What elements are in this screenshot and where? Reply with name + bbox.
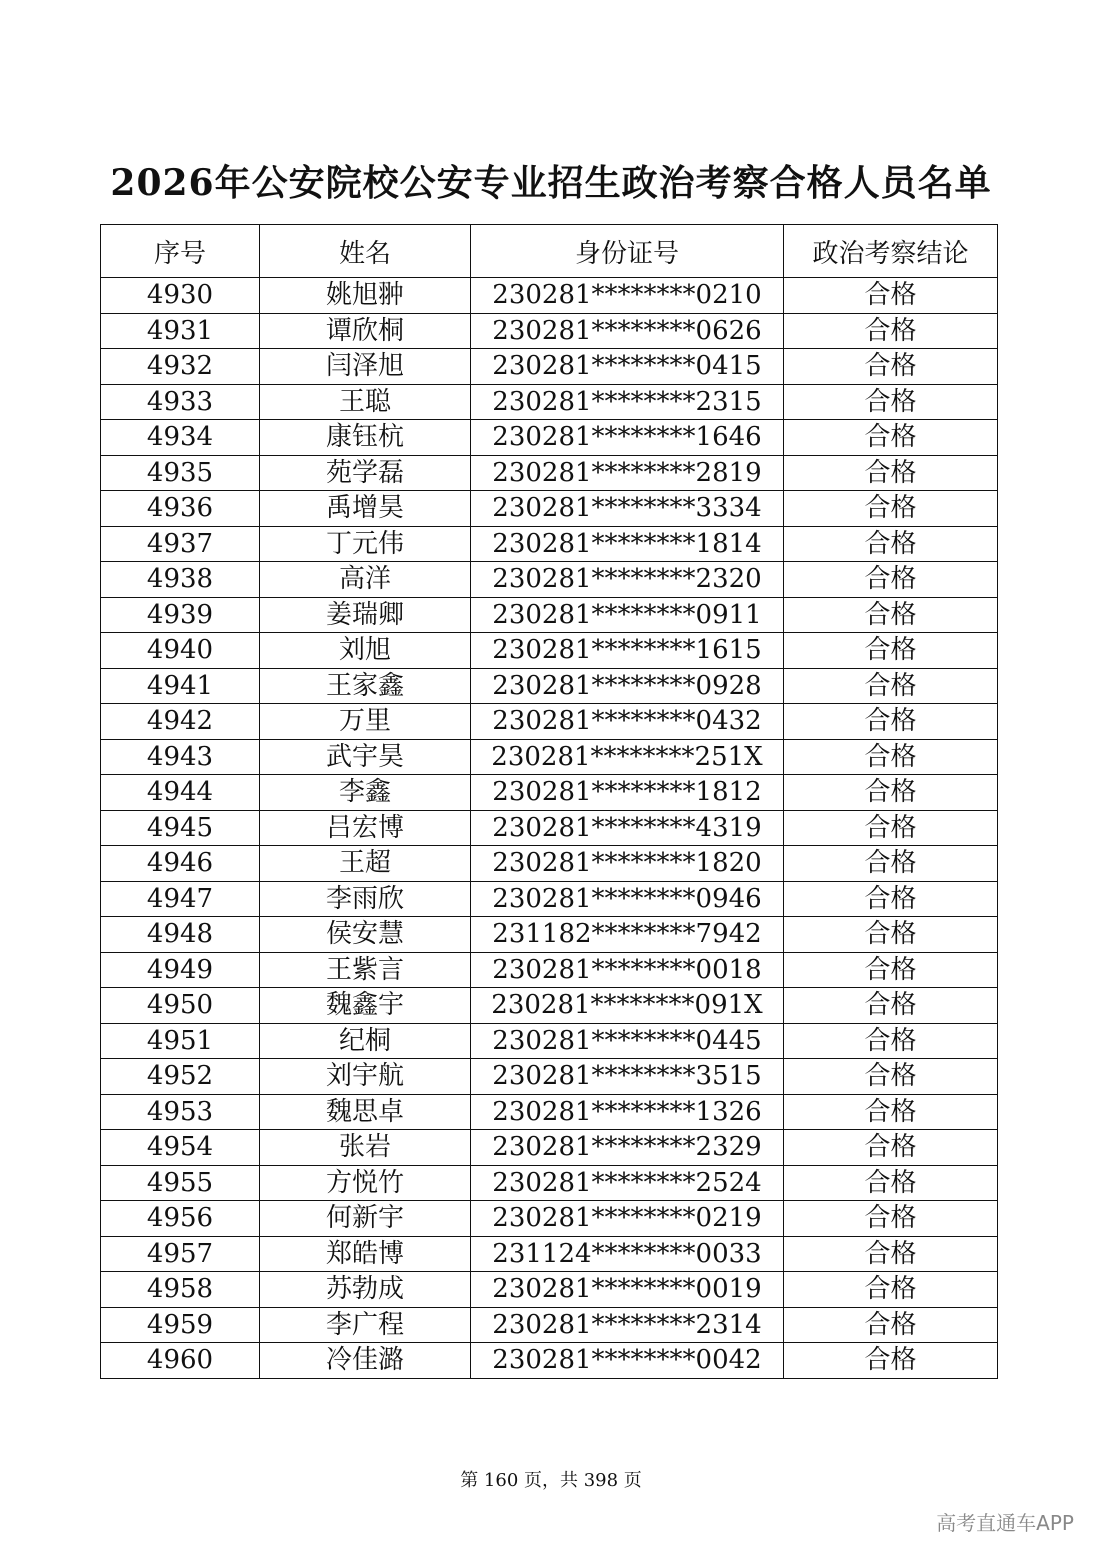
cell-conclusion: 合格 [784, 597, 998, 633]
cell-id-number: 230281********0018 [471, 952, 784, 988]
page-footer: 第 160 页，共 398 页 [460, 1470, 642, 1491]
cell-seq: 4947 [101, 881, 260, 917]
cell-id-number: 230281********091X [471, 988, 784, 1024]
cell-conclusion: 合格 [784, 988, 998, 1024]
cell-name: 苑学磊 [260, 455, 471, 491]
cell-seq: 4960 [101, 1343, 260, 1379]
table-row [101, 739, 998, 775]
cell-conclusion: 合格 [784, 704, 998, 740]
cell-id-number: 230281********2315 [471, 384, 784, 420]
cell-seq: 4933 [101, 384, 260, 420]
cell-seq: 4958 [101, 1272, 260, 1308]
cell-id-number: 230281********0946 [471, 881, 784, 917]
cell-name: 姜瑞卿 [260, 597, 471, 633]
table-row [101, 810, 998, 846]
cell-conclusion: 合格 [784, 349, 998, 385]
cell-seq: 4945 [101, 810, 260, 846]
cell-name: 魏思卓 [260, 1094, 471, 1130]
table-row [101, 1307, 998, 1343]
table-row [101, 313, 998, 349]
table-row [101, 1094, 998, 1130]
table-row [101, 1201, 998, 1237]
cell-seq: 4934 [101, 420, 260, 456]
header-id-number: 身份证号 [471, 225, 784, 278]
cell-seq: 4949 [101, 952, 260, 988]
table-row [101, 633, 998, 669]
table-row [101, 1272, 998, 1308]
header-conclusion: 政治考察结论 [784, 225, 998, 278]
cell-id-number: 230281********0219 [471, 1201, 784, 1237]
table-row [101, 1130, 998, 1166]
cell-name: 魏鑫宇 [260, 988, 471, 1024]
cell-seq: 4946 [101, 846, 260, 882]
cell-id-number: 230281********1326 [471, 1094, 784, 1130]
table-row [101, 597, 998, 633]
table-row [101, 491, 998, 527]
table-row [101, 952, 998, 988]
cell-seq: 4951 [101, 1023, 260, 1059]
table-row [101, 775, 998, 811]
header-name: 姓名 [260, 225, 471, 278]
cell-name: 万里 [260, 704, 471, 740]
cell-name: 高洋 [260, 562, 471, 598]
cell-seq: 4931 [101, 313, 260, 349]
cell-conclusion: 合格 [784, 526, 998, 562]
table-row [101, 917, 998, 953]
cell-id-number: 230281********1812 [471, 775, 784, 811]
table-row [101, 420, 998, 456]
table-row [101, 668, 998, 704]
cell-id-number: 230281********0445 [471, 1023, 784, 1059]
cell-id-number: 230281********0626 [471, 313, 784, 349]
cell-name: 李雨欣 [260, 881, 471, 917]
cell-conclusion: 合格 [784, 1307, 998, 1343]
cell-name: 丁元伟 [260, 526, 471, 562]
cell-name: 刘旭 [260, 633, 471, 669]
table-row [101, 384, 998, 420]
table-row [101, 846, 998, 882]
cell-id-number: 230281********2524 [471, 1165, 784, 1201]
table-row [101, 349, 998, 385]
cell-seq: 4955 [101, 1165, 260, 1201]
cell-seq: 4952 [101, 1059, 260, 1095]
cell-id-number: 230281********4319 [471, 810, 784, 846]
cell-name: 王聪 [260, 384, 471, 420]
cell-seq: 4940 [101, 633, 260, 669]
cell-conclusion: 合格 [784, 881, 998, 917]
cell-id-number: 230281********0928 [471, 668, 784, 704]
cell-name: 何新宇 [260, 1201, 471, 1237]
cell-name: 王家鑫 [260, 668, 471, 704]
cell-name: 武宇昊 [260, 739, 471, 775]
cell-name: 李鑫 [260, 775, 471, 811]
cell-conclusion: 合格 [784, 1272, 998, 1308]
cell-name: 刘宇航 [260, 1059, 471, 1095]
cell-conclusion: 合格 [784, 1343, 998, 1379]
cell-id-number: 231124********0033 [471, 1236, 784, 1272]
cell-conclusion: 合格 [784, 1236, 998, 1272]
table-body [101, 278, 998, 1379]
cell-name: 纪桐 [260, 1023, 471, 1059]
table-row [101, 1059, 998, 1095]
cell-id-number: 231182********7942 [471, 917, 784, 953]
cell-name: 张岩 [260, 1130, 471, 1166]
table-row [101, 704, 998, 740]
cell-id-number: 230281********251X [471, 739, 784, 775]
cell-name: 王紫言 [260, 952, 471, 988]
table-header-row [101, 225, 998, 278]
cell-name: 郑皓博 [260, 1236, 471, 1272]
cell-conclusion: 合格 [784, 1201, 998, 1237]
cell-id-number: 230281********1646 [471, 420, 784, 456]
watermark: 高考直通车APP [936, 1511, 1074, 1535]
table-row [101, 988, 998, 1024]
cell-id-number: 230281********2819 [471, 455, 784, 491]
table-row [101, 1343, 998, 1379]
cell-id-number: 230281********0210 [471, 278, 784, 314]
table-row [101, 455, 998, 491]
cell-seq: 4954 [101, 1130, 260, 1166]
cell-conclusion: 合格 [784, 739, 998, 775]
cell-id-number: 230281********2320 [471, 562, 784, 598]
cell-seq: 4944 [101, 775, 260, 811]
cell-seq: 4957 [101, 1236, 260, 1272]
cell-name: 李广程 [260, 1307, 471, 1343]
cell-seq: 4932 [101, 349, 260, 385]
cell-name: 康钰杭 [260, 420, 471, 456]
cell-id-number: 230281********2314 [471, 1307, 784, 1343]
cell-conclusion: 合格 [784, 455, 998, 491]
cell-id-number: 230281********0432 [471, 704, 784, 740]
cell-seq: 4938 [101, 562, 260, 598]
cell-seq: 4935 [101, 455, 260, 491]
cell-conclusion: 合格 [784, 775, 998, 811]
cell-conclusion: 合格 [784, 1023, 998, 1059]
cell-name: 姚旭翀 [260, 278, 471, 314]
cell-conclusion: 合格 [784, 1059, 998, 1095]
cell-conclusion: 合格 [784, 846, 998, 882]
cell-id-number: 230281********3515 [471, 1059, 784, 1095]
table-row [101, 278, 998, 314]
cell-id-number: 230281********0042 [471, 1343, 784, 1379]
cell-id-number: 230281********0911 [471, 597, 784, 633]
cell-seq: 4936 [101, 491, 260, 527]
cell-seq: 4942 [101, 704, 260, 740]
cell-conclusion: 合格 [784, 278, 998, 314]
cell-id-number: 230281********0415 [471, 349, 784, 385]
cell-name: 谭欣桐 [260, 313, 471, 349]
cell-name: 冷佳潞 [260, 1343, 471, 1379]
cell-conclusion: 合格 [784, 1165, 998, 1201]
roster-table [100, 224, 998, 1379]
table-row [101, 562, 998, 598]
cell-conclusion: 合格 [784, 384, 998, 420]
cell-conclusion: 合格 [784, 633, 998, 669]
cell-seq: 4941 [101, 668, 260, 704]
cell-name: 苏勃成 [260, 1272, 471, 1308]
cell-name: 侯安慧 [260, 917, 471, 953]
cell-name: 吕宏博 [260, 810, 471, 846]
cell-conclusion: 合格 [784, 420, 998, 456]
table-row [101, 526, 998, 562]
cell-conclusion: 合格 [784, 917, 998, 953]
header-seq: 序号 [101, 225, 260, 278]
cell-seq: 4959 [101, 1307, 260, 1343]
cell-seq: 4950 [101, 988, 260, 1024]
cell-conclusion: 合格 [784, 1094, 998, 1130]
cell-id-number: 230281********1814 [471, 526, 784, 562]
cell-conclusion: 合格 [784, 313, 998, 349]
cell-id-number: 230281********1615 [471, 633, 784, 669]
cell-seq: 4939 [101, 597, 260, 633]
cell-seq: 4930 [101, 278, 260, 314]
cell-conclusion: 合格 [784, 668, 998, 704]
cell-conclusion: 合格 [784, 1130, 998, 1166]
cell-conclusion: 合格 [784, 491, 998, 527]
cell-seq: 4937 [101, 526, 260, 562]
cell-conclusion: 合格 [784, 562, 998, 598]
table-row [101, 881, 998, 917]
cell-id-number: 230281********1820 [471, 846, 784, 882]
cell-name: 王超 [260, 846, 471, 882]
table-row [101, 1023, 998, 1059]
cell-seq: 4943 [101, 739, 260, 775]
cell-name: 禹增昊 [260, 491, 471, 527]
cell-conclusion: 合格 [784, 810, 998, 846]
table-row [101, 1236, 998, 1272]
cell-name: 方悦竹 [260, 1165, 471, 1201]
cell-seq: 4956 [101, 1201, 260, 1237]
cell-name: 闫泽旭 [260, 349, 471, 385]
cell-conclusion: 合格 [784, 952, 998, 988]
table-row [101, 1165, 998, 1201]
cell-id-number: 230281********0019 [471, 1272, 784, 1308]
cell-id-number: 230281********2329 [471, 1130, 784, 1166]
cell-seq: 4953 [101, 1094, 260, 1130]
page-title: 2026年公安院校公安专业招生政治考察合格人员名单 [110, 162, 992, 204]
cell-id-number: 230281********3334 [471, 491, 784, 527]
cell-seq: 4948 [101, 917, 260, 953]
